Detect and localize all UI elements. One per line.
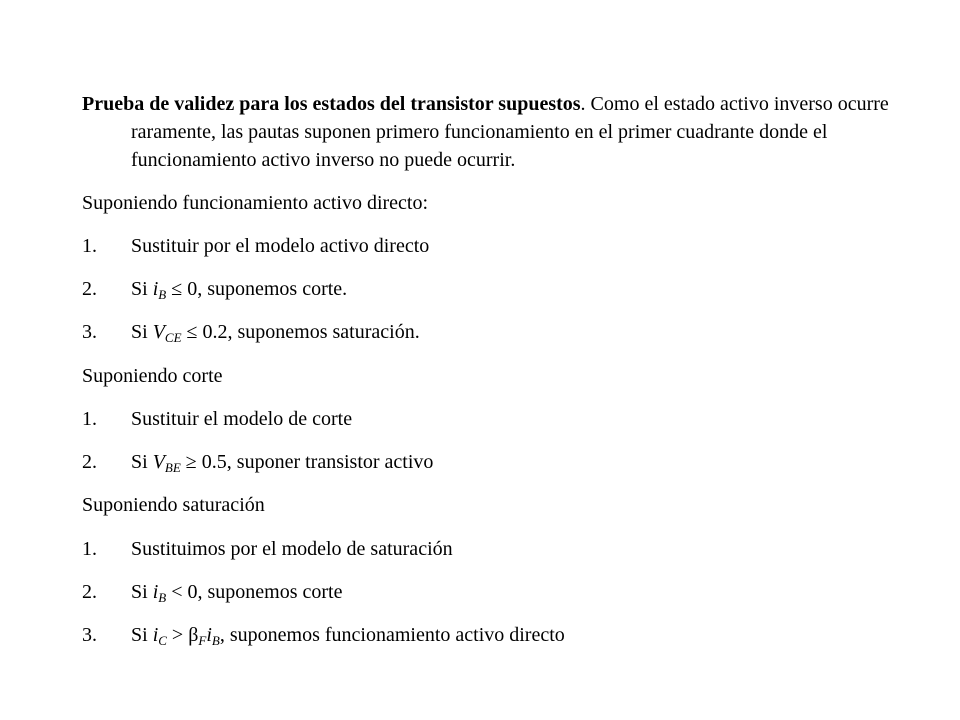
intro-heading: Prueba de validez para los estados del transistor supuestos xyxy=(82,93,581,115)
item-number: 3. xyxy=(82,624,97,646)
variable: i xyxy=(152,624,159,646)
variable: i xyxy=(206,624,212,646)
item-prefix: Si xyxy=(131,451,153,473)
item-text: Sustituir por el modelo activo directo xyxy=(131,235,430,257)
item-number: 2. xyxy=(82,581,97,603)
item-rest: 0.5, suponer transistor activo xyxy=(201,451,434,473)
relation: ≤ xyxy=(166,278,188,300)
item-number: 2. xyxy=(82,278,97,300)
variable-subscript: C xyxy=(158,633,167,648)
relation: < xyxy=(166,581,188,603)
variable-subscript: B xyxy=(158,287,167,302)
item-rest: , suponemos funcionamiento activo directo xyxy=(219,624,565,646)
variable: i xyxy=(152,581,159,603)
forward-active-item-3 xyxy=(82,318,420,346)
variable-subscript: B xyxy=(158,590,167,605)
intro-text: . Como el estado activo inverso ocurre raramente, las pautas suponen primero funcionamiento en el primer cuadrante donde el funcionamiento activo inverso no puede ocurrir. xyxy=(131,93,889,171)
relation: > xyxy=(166,624,189,646)
item-number: 1. xyxy=(82,235,97,257)
forward-active-item-1 xyxy=(82,232,429,260)
item-number: 2. xyxy=(82,451,97,473)
variable: V xyxy=(152,451,165,473)
forward-active-item-2 xyxy=(82,275,347,303)
item-number: 1. xyxy=(82,408,97,430)
saturation-item-3 xyxy=(82,621,565,649)
cutoff-item-2 xyxy=(82,448,433,476)
saturation-item-2 xyxy=(82,578,342,606)
saturation-item-1 xyxy=(82,535,453,563)
variable-subscript: B xyxy=(211,633,220,648)
item-rest: 0, suponemos corte xyxy=(187,581,343,603)
item-prefix: Si xyxy=(131,278,153,300)
item-number: 1. xyxy=(82,538,97,560)
item-text: Sustituir el modelo de corte xyxy=(131,408,353,430)
variable-subscript: BE xyxy=(164,460,181,475)
saturation-heading: Suponiendo saturación xyxy=(82,494,265,516)
intro-paragraph xyxy=(82,90,951,174)
variable: V xyxy=(152,321,165,343)
beta-symbol: β xyxy=(188,624,199,646)
item-prefix: Si xyxy=(131,581,153,603)
item-rest: 0, suponemos corte. xyxy=(187,278,348,300)
item-prefix: Si xyxy=(131,624,153,646)
forward-active-heading: Suponiendo funcionamiento activo directo: xyxy=(82,192,429,214)
relation: ≤ xyxy=(181,321,203,343)
variable: i xyxy=(152,278,159,300)
item-number: 3. xyxy=(82,321,97,343)
variable-subscript: CE xyxy=(164,330,182,345)
cutoff-heading: Suponiendo corte xyxy=(82,365,223,387)
relation: ≥ xyxy=(180,451,202,473)
item-prefix: Si xyxy=(131,321,153,343)
item-rest: 0.2, suponemos saturación. xyxy=(202,321,420,343)
beta-subscript: F xyxy=(198,633,207,648)
item-text: Sustituimos por el modelo de saturación xyxy=(131,538,453,560)
cutoff-item-1 xyxy=(82,405,352,433)
